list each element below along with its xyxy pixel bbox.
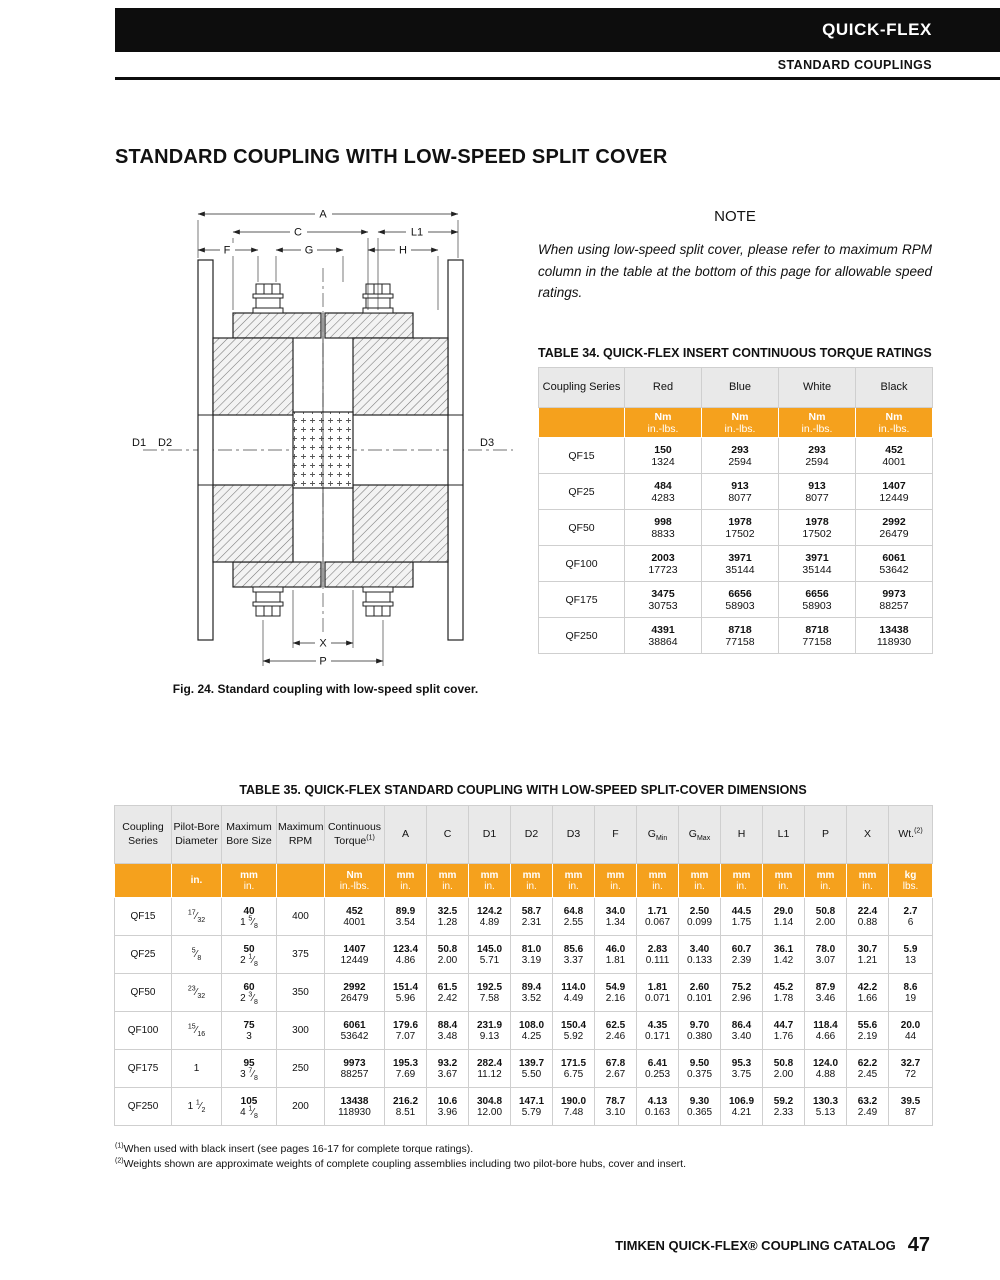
column-header-black: Black xyxy=(856,368,933,408)
unit-cell: mm in. xyxy=(469,864,511,898)
bore-cell: 40 1 $^5⁄_8$ xyxy=(222,898,277,936)
unit-cell: in. xyxy=(172,864,222,898)
footnote-2: $^{(2)}$Weights shown are approximate weights of complete coupling assemblies including two pilot-bore hubs, cover and insert. xyxy=(115,1157,686,1171)
column-header: Coupling Series xyxy=(115,806,172,864)
dim-cell: 9.30 0.365 xyxy=(679,1088,721,1126)
unit-cell xyxy=(115,864,172,898)
dim-cell: 304.8 12.00 xyxy=(469,1088,511,1126)
dim-cell: 124.0 4.88 xyxy=(805,1050,847,1088)
column-header: P xyxy=(805,806,847,864)
dim-cell: 75.2 2.96 xyxy=(721,974,763,1012)
table-row xyxy=(115,936,933,974)
dim-cell: 29.0 1.14 xyxy=(763,898,805,936)
torque-cell: 8718 77158 xyxy=(702,618,779,654)
torque-cell: 998 8833 xyxy=(625,510,702,546)
dim-cell: 67.8 2.67 xyxy=(595,1050,637,1088)
dim-cell: 62.2 2.45 xyxy=(847,1050,889,1088)
table35-unit-row xyxy=(115,864,933,898)
note-text: When using low-speed split cover, please refer to maximum RPM column in the table at the bottom of this page for allowable speed ratings. xyxy=(538,242,932,301)
dim-cell: 147.1 5.79 xyxy=(511,1088,553,1126)
rpm-cell: 300 xyxy=(277,1012,325,1050)
unit-cell: mm in. xyxy=(553,864,595,898)
unit-cell: mm in. xyxy=(511,864,553,898)
dim-label-d3: D3 xyxy=(480,437,495,449)
column-header: X xyxy=(847,806,889,864)
table-row xyxy=(115,974,933,1012)
dim-label-x: X xyxy=(319,637,327,650)
note-title: NOTE xyxy=(714,208,756,225)
dim-label-a: A xyxy=(319,208,327,221)
table-row xyxy=(115,1088,933,1126)
dim-label-d2: D2 xyxy=(158,437,173,449)
torque-cell: 9973 88257 xyxy=(325,1050,385,1088)
torque-cell: 3971 35144 xyxy=(702,546,779,582)
table35-body xyxy=(115,898,933,1126)
dim-cell: 50.8 2.00 xyxy=(805,898,847,936)
column-header: D2 xyxy=(511,806,553,864)
table-row xyxy=(539,474,933,510)
unit-cell: Nm in.-lbs. xyxy=(856,408,933,438)
torque-cell: 913 8077 xyxy=(702,474,779,510)
torque-ratings-table xyxy=(538,367,933,654)
dim-cell: 1.81 0.071 xyxy=(637,974,679,1012)
dim-cell: 78.7 3.10 xyxy=(595,1088,637,1126)
page-title: STANDARD COUPLING WITH LOW-SPEED SPLIT COVER xyxy=(115,146,668,168)
dim-cell: 89.4 3.52 xyxy=(511,974,553,1012)
coupling-diagram xyxy=(128,200,523,675)
table-row xyxy=(539,582,933,618)
dim-cell: 85.6 3.37 xyxy=(553,936,595,974)
torque-cell: 1407 12449 xyxy=(325,936,385,974)
dim-label-f: F xyxy=(223,244,231,257)
table-row xyxy=(115,1050,933,1088)
rpm-cell: 350 xyxy=(277,974,325,1012)
series-cell: QF25 xyxy=(115,936,172,974)
table-row xyxy=(539,438,933,474)
dim-label-h: H xyxy=(399,244,407,257)
dim-cell: 32.5 1.28 xyxy=(427,898,469,936)
weight-cell: 5.9 13 xyxy=(889,936,933,974)
column-header: $G_{Min}$ xyxy=(637,806,679,864)
dim-cell: 171.5 6.75 xyxy=(553,1050,595,1088)
pilot-bore-cell: $^{17}⁄_{32}$ xyxy=(172,898,222,936)
dim-cell: 4.35 0.171 xyxy=(637,1012,679,1050)
torque-cell: 2992 26479 xyxy=(325,974,385,1012)
unit-cell: Nm in.-lbs. xyxy=(702,408,779,438)
table-row xyxy=(539,546,933,582)
torque-cell: 1978 17502 xyxy=(702,510,779,546)
column-header: Maximum Bore Size xyxy=(222,806,277,864)
torque-cell: 293 2594 xyxy=(779,438,856,474)
torque-cell: 6061 53642 xyxy=(325,1012,385,1050)
header-bar xyxy=(115,8,1000,52)
unit-cell: mm in. xyxy=(637,864,679,898)
series-cell: QF50 xyxy=(539,510,625,546)
table35-header-row xyxy=(115,806,933,864)
dim-cell: 124.2 4.89 xyxy=(469,898,511,936)
column-header-white: White xyxy=(779,368,856,408)
dim-cell: 106.9 4.21 xyxy=(721,1088,763,1126)
pilot-bore-cell: $^{15}⁄_{16}$ xyxy=(172,1012,222,1050)
dim-cell: 30.7 1.21 xyxy=(847,936,889,974)
unit-cell: mm in. xyxy=(427,864,469,898)
dim-cell: 63.2 2.49 xyxy=(847,1088,889,1126)
column-header-series: Coupling Series xyxy=(539,368,625,408)
series-cell: QF175 xyxy=(115,1050,172,1088)
torque-cell: 452 4001 xyxy=(856,438,933,474)
dim-cell: 55.6 2.19 xyxy=(847,1012,889,1050)
table-row xyxy=(539,618,933,654)
column-header-blue: Blue xyxy=(702,368,779,408)
weight-cell: 39.5 87 xyxy=(889,1088,933,1126)
dim-label-g: G xyxy=(304,244,314,257)
torque-cell: 13438 118930 xyxy=(325,1088,385,1126)
unit-cell: mm in. xyxy=(763,864,805,898)
dim-cell: 50.8 2.00 xyxy=(427,936,469,974)
bore-cell: 50 2 $^1⁄_8$ xyxy=(222,936,277,974)
figure-24 xyxy=(128,200,523,675)
dim-cell: 45.2 1.78 xyxy=(763,974,805,1012)
torque-cell: 293 2594 xyxy=(702,438,779,474)
column-header: A xyxy=(385,806,427,864)
column-header: H xyxy=(721,806,763,864)
series-cell: QF100 xyxy=(115,1012,172,1050)
table-row xyxy=(539,510,933,546)
torque-cell: 2003 17723 xyxy=(625,546,702,582)
dim-label-c: C xyxy=(294,226,302,239)
footnote-1: $^{(1)}$When used with black insert (see pages 16-17 for complete torque ratings). xyxy=(115,1142,474,1155)
unit-cell: mm in. xyxy=(385,864,427,898)
dim-cell: 4.13 0.163 xyxy=(637,1088,679,1126)
column-header: Maximum RPM xyxy=(277,806,325,864)
dim-cell: 61.5 2.42 xyxy=(427,974,469,1012)
dim-cell: 89.9 3.54 xyxy=(385,898,427,936)
dim-cell: 64.8 2.55 xyxy=(553,898,595,936)
table35-title: TABLE 35. QUICK-FLEX STANDARD COUPLING WITH LOW-SPEED SPLIT-COVER DIMENSIONS xyxy=(239,783,807,797)
dim-cell: 139.7 5.50 xyxy=(511,1050,553,1088)
torque-cell: 6061 53642 xyxy=(856,546,933,582)
unit-cell: mm in. xyxy=(721,864,763,898)
rpm-cell: 375 xyxy=(277,936,325,974)
header-sub-bar xyxy=(115,52,1000,80)
rpm-cell: 250 xyxy=(277,1050,325,1088)
column-header: L1 xyxy=(763,806,805,864)
dim-cell: 78.0 3.07 xyxy=(805,936,847,974)
pilot-bore-cell: $^5⁄_8$ xyxy=(172,936,222,974)
torque-cell: 9973 88257 xyxy=(856,582,933,618)
dim-cell: 54.9 2.16 xyxy=(595,974,637,1012)
table34-unit-row xyxy=(539,408,933,438)
table-row xyxy=(115,898,933,936)
weight-cell: 2.7 6 xyxy=(889,898,933,936)
rpm-cell: 400 xyxy=(277,898,325,936)
column-header: Continuous Torque$^{(1)}$ xyxy=(325,806,385,864)
table34-body xyxy=(539,438,933,654)
dim-cell: 95.3 3.75 xyxy=(721,1050,763,1088)
column-header: Wt.$^{(2)}$ xyxy=(889,806,933,864)
weight-cell: 20.0 44 xyxy=(889,1012,933,1050)
table34-section xyxy=(538,346,932,654)
dim-cell: 130.3 5.13 xyxy=(805,1088,847,1126)
column-header-red: Red xyxy=(625,368,702,408)
bore-cell: 75 3 xyxy=(222,1012,277,1050)
dim-cell: 145.0 5.71 xyxy=(469,936,511,974)
note-block xyxy=(538,208,932,304)
footnotes xyxy=(115,1142,835,1172)
series-cell: QF25 xyxy=(539,474,625,510)
section-subtitle: STANDARD COUPLINGS xyxy=(777,57,932,72)
unit-cell: mm in. xyxy=(595,864,637,898)
dim-cell: 87.9 3.46 xyxy=(805,974,847,1012)
torque-cell: 6656 58903 xyxy=(702,582,779,618)
torque-cell: 150 1324 xyxy=(625,438,702,474)
dim-cell: 59.2 2.33 xyxy=(763,1088,805,1126)
dim-cell: 10.6 3.96 xyxy=(427,1088,469,1126)
weight-cell: 32.7 72 xyxy=(889,1050,933,1088)
dim-cell: 9.70 0.380 xyxy=(679,1012,721,1050)
dim-cell: 192.5 7.58 xyxy=(469,974,511,1012)
torque-cell: 3475 30753 xyxy=(625,582,702,618)
dim-cell: 9.50 0.375 xyxy=(679,1050,721,1088)
unit-cell xyxy=(277,864,325,898)
torque-cell: 13438 118930 xyxy=(856,618,933,654)
dim-cell: 42.2 1.66 xyxy=(847,974,889,1012)
bore-cell: 105 4 $^1⁄_8$ xyxy=(222,1088,277,1126)
dim-cell: 2.60 0.101 xyxy=(679,974,721,1012)
page-footer xyxy=(615,1234,930,1257)
dim-cell: 34.0 1.34 xyxy=(595,898,637,936)
brand-title: QUICK-FLEX xyxy=(822,20,932,39)
dim-cell: 22.4 0.88 xyxy=(847,898,889,936)
torque-cell: 484 4283 xyxy=(625,474,702,510)
dim-cell: 282.4 11.12 xyxy=(469,1050,511,1088)
unit-cell-empty xyxy=(539,408,625,438)
dim-label-l1: L1 xyxy=(410,226,424,239)
footer-catalog-title: TIMKEN QUICK-FLEX® COUPLING CATALOG xyxy=(615,1238,896,1253)
series-cell: QF50 xyxy=(115,974,172,1012)
torque-cell: 8718 77158 xyxy=(779,618,856,654)
dim-cell: 150.4 5.92 xyxy=(553,1012,595,1050)
dim-cell: 50.8 2.00 xyxy=(763,1050,805,1088)
dim-cell: 108.0 4.25 xyxy=(511,1012,553,1050)
dim-cell: 123.4 4.86 xyxy=(385,936,427,974)
torque-cell: 6656 58903 xyxy=(779,582,856,618)
torque-cell: 1407 12449 xyxy=(856,474,933,510)
pilot-bore-cell: 1 $^1⁄_2$ xyxy=(172,1088,222,1126)
figure-caption: Fig. 24. Standard coupling with low-speed split cover. xyxy=(172,682,479,696)
dim-cell: 118.4 4.66 xyxy=(805,1012,847,1050)
column-header: $G_{Max}$ xyxy=(679,806,721,864)
dim-cell: 1.71 0.067 xyxy=(637,898,679,936)
series-cell: QF175 xyxy=(539,582,625,618)
dim-cell: 86.4 3.40 xyxy=(721,1012,763,1050)
dim-cell: 3.40 0.133 xyxy=(679,936,721,974)
dim-cell: 2.83 0.111 xyxy=(637,936,679,974)
series-cell: QF250 xyxy=(539,618,625,654)
unit-cell: kg lbs. xyxy=(889,864,933,898)
column-header: Pilot-Bore Diameter xyxy=(172,806,222,864)
dim-cell: 114.0 4.49 xyxy=(553,974,595,1012)
unit-cell: Nm in.-lbs. xyxy=(325,864,385,898)
torque-cell: 913 8077 xyxy=(779,474,856,510)
torque-cell: 1978 17502 xyxy=(779,510,856,546)
unit-cell: mm in. xyxy=(679,864,721,898)
table-row xyxy=(115,1012,933,1050)
table35-section xyxy=(114,783,932,1126)
torque-cell: 3971 35144 xyxy=(779,546,856,582)
dim-cell: 44.5 1.75 xyxy=(721,898,763,936)
unit-cell: Nm in.-lbs. xyxy=(625,408,702,438)
column-header: D3 xyxy=(553,806,595,864)
pilot-bore-cell: 1 xyxy=(172,1050,222,1088)
dim-label-d1: D1 xyxy=(132,437,147,449)
series-cell: QF250 xyxy=(115,1088,172,1126)
dim-cell: 62.5 2.46 xyxy=(595,1012,637,1050)
dim-cell: 231.9 9.13 xyxy=(469,1012,511,1050)
unit-cell: mm in. xyxy=(222,864,277,898)
page-number: 47 xyxy=(907,1234,930,1256)
torque-cell: 4391 38864 xyxy=(625,618,702,654)
unit-cell: mm in. xyxy=(805,864,847,898)
torque-cell: 452 4001 xyxy=(325,898,385,936)
dim-cell: 179.6 7.07 xyxy=(385,1012,427,1050)
dim-cell: 93.2 3.67 xyxy=(427,1050,469,1088)
torque-cell: 2992 26479 xyxy=(856,510,933,546)
dim-cell: 88.4 3.48 xyxy=(427,1012,469,1050)
column-header: D1 xyxy=(469,806,511,864)
series-cell: QF100 xyxy=(539,546,625,582)
pilot-bore-cell: $^{23}⁄_{32}$ xyxy=(172,974,222,1012)
table34-title: TABLE 34. QUICK-FLEX INSERT CONTINUOUS TORQUE RATINGS xyxy=(538,346,932,360)
table34-header-row xyxy=(539,368,933,408)
dim-cell: 44.7 1.76 xyxy=(763,1012,805,1050)
dim-cell: 81.0 3.19 xyxy=(511,936,553,974)
dim-cell: 46.0 1.81 xyxy=(595,936,637,974)
dimensions-table xyxy=(114,805,933,1126)
dim-cell: 195.3 7.69 xyxy=(385,1050,427,1088)
column-header: F xyxy=(595,806,637,864)
dim-cell: 60.7 2.39 xyxy=(721,936,763,974)
series-cell: QF15 xyxy=(115,898,172,936)
dim-cell: 151.4 5.96 xyxy=(385,974,427,1012)
dim-cell: 36.1 1.42 xyxy=(763,936,805,974)
series-cell: QF15 xyxy=(539,438,625,474)
unit-cell: Nm in.-lbs. xyxy=(779,408,856,438)
dim-cell: 2.50 0.099 xyxy=(679,898,721,936)
unit-cell: mm in. xyxy=(847,864,889,898)
dim-cell: 190.0 7.48 xyxy=(553,1088,595,1126)
dim-cell: 6.41 0.253 xyxy=(637,1050,679,1088)
bore-cell: 95 3 $^7⁄_8$ xyxy=(222,1050,277,1088)
rpm-cell: 200 xyxy=(277,1088,325,1126)
weight-cell: 8.6 19 xyxy=(889,974,933,1012)
bore-cell: 60 2 $^3⁄_8$ xyxy=(222,974,277,1012)
dim-cell: 58.7 2.31 xyxy=(511,898,553,936)
dim-label-p: P xyxy=(319,655,327,668)
column-header: C xyxy=(427,806,469,864)
dim-cell: 216.2 8.51 xyxy=(385,1088,427,1126)
